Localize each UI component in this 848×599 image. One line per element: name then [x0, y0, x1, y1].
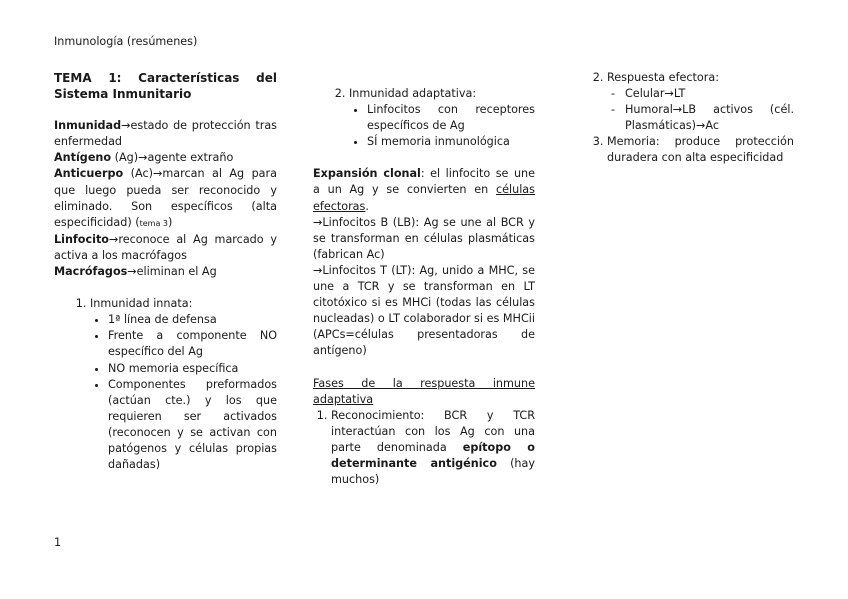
definition-anticuerpo: Anticuerpo (Ac)→marcan al Ag para que luego pueda ser reconocido y eliminado. Son específicos (alta especificidad) (tema 3) — [54, 167, 277, 229]
definition-macrofagos: Macrófagos→eliminan el Ag — [54, 265, 217, 279]
definition-antigeno: Antígeno (Ag)→agente extraño — [54, 151, 234, 165]
bullet-item: • SÍ memoria inmunológica — [367, 134, 535, 150]
phases-list-continued — [589, 70, 794, 167]
page-header: Inmunología (resúmenes) — [54, 35, 198, 48]
bullet-item: • NO memoria específica — [108, 361, 277, 377]
numbered-list — [54, 296, 277, 473]
dash-item: - Humoral→LB activos (cél. Plasmáticas)→Ac — [625, 102, 794, 134]
column-2 — [313, 70, 535, 488]
dash-list — [607, 86, 794, 134]
dash-item: - Celular→LT — [625, 86, 794, 102]
bullet-item: • Frente a componente NO específico del Ag — [108, 328, 277, 360]
section-title: TEMA 1: Características del Sistema Inmunitario — [54, 71, 277, 102]
bullet-item: • Componentes preformados (actúan cte.) y los que requieren ser activados (reconocen y se activan con patógenos y células propias dañadas) — [108, 377, 277, 474]
phases-list — [313, 408, 535, 488]
column-3 — [589, 70, 794, 167]
bullet-list — [90, 312, 277, 473]
phase-item: 1. Reconocimiento: BCR y TCR interactúan con los Ag con una parte denominada epítopo o determinante antigénico (hay muchos) — [331, 408, 535, 488]
definition-inmunidad: Inmunidad→estado de protección tras enfermedad — [54, 119, 277, 149]
numbered-list — [313, 86, 535, 150]
linfocitos-b-paragraph: →Linfocitos B (LB): Ag se une al BCR y se transforman en células plasmáticas (fabrican Ac) — [313, 215, 535, 261]
linfocitos-t-paragraph: →Linfocitos T (LT): Ag, unido a MHC, se une a TCR y se transforman en LT citotóxico si es MHCi (todas las células nucleadas) o LT colaborador si es MHCii (APCs=células presentadoras de antígeno) — [313, 263, 535, 358]
column-1 — [54, 70, 277, 473]
definition-linfocito: Linfocito→reconoce al Ag marcado y activa a los macrófagos — [54, 232, 277, 262]
bullet-item: • Linfocitos con receptores específicos de Ag — [367, 102, 535, 134]
expansion-clonal-paragraph: Expansión clonal: el linfocito se une a un Ag y se convierten en células efectoras. — [313, 167, 536, 213]
phase-item: 2. Respuesta efectora: - Celular→LT - Humoral→LB activos (cél. Plasmáticas)→Ac — [607, 70, 794, 134]
list-item: 1. Inmunidad innata: • 1ª línea de defensa • Frente a componente NO específico del Ag • NO memoria específica • Componentes preformados (actúan cte.) y los que requieren ser activados (reconocen y se activan con patógenos y células propias dañadas) — [90, 296, 277, 473]
list-item: 2. Inmunidad adaptativa: • Linfocitos con receptores específicos de Ag • SÍ memoria inmunológica — [349, 86, 535, 150]
page-number: 1 — [54, 536, 62, 549]
bullet-item: • 1ª línea de defensa — [108, 312, 277, 328]
bullet-list — [349, 102, 535, 150]
phases-heading: Fases de la respuesta inmune adaptativa — [313, 376, 535, 406]
phase-item: 3. Memoria: produce protección duradera con alta especificidad — [607, 134, 794, 166]
